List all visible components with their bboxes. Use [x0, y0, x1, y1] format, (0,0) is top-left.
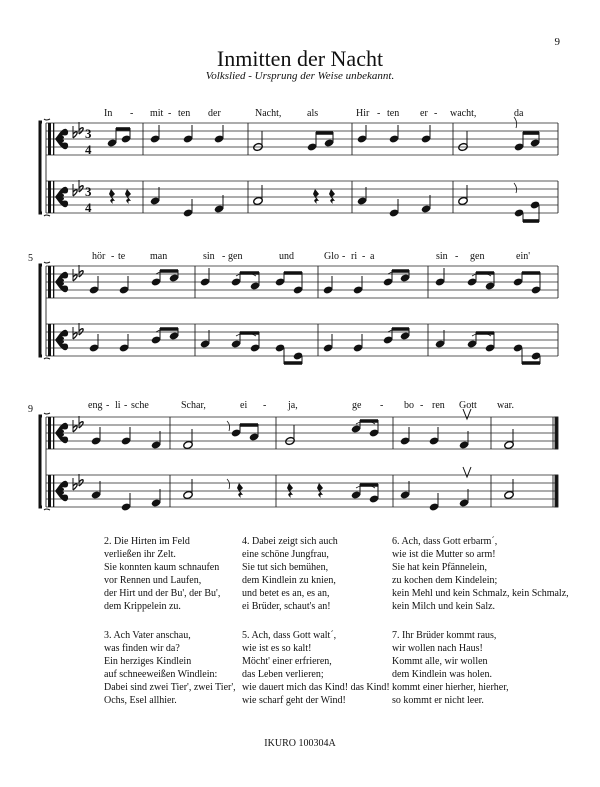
barlines: [46, 123, 558, 213]
verse-line: dem Kindlein was holen.: [392, 669, 492, 680]
system-2: [28, 253, 558, 364]
system-3: [28, 404, 558, 512]
verse-column-1: [104, 535, 236, 723]
flat-icon: [73, 126, 77, 138]
system-bracket: [40, 122, 42, 213]
verse-4: [242, 535, 390, 613]
verse-line: 7. Ihr Brüder kommt raus,: [392, 630, 497, 641]
verse-line: eine schöne Jungfrau,: [242, 549, 329, 560]
lyric-syllable: sin: [203, 251, 215, 262]
lyric-syllable: Nacht,: [255, 108, 282, 119]
lyric-hyphen: -: [130, 108, 134, 119]
verse-6: [392, 535, 569, 613]
lyric-syllable: bo: [404, 400, 414, 411]
lyric-syllable: ten: [387, 108, 400, 119]
flat-icon: [79, 122, 83, 134]
notes-lower: [91, 467, 514, 512]
verse-line: und betet es an, es an,: [242, 588, 330, 599]
song-title: Inmitten der Nacht: [216, 46, 384, 71]
verse-line: verließen ihr Zelt.: [104, 549, 176, 560]
time-signature: 3: [85, 184, 92, 199]
time-signature: 4: [85, 200, 92, 215]
verse-line: wie ist es so kalt!: [242, 643, 312, 654]
flat-icon: [79, 180, 83, 192]
lyric-hyphen: -: [111, 251, 115, 262]
accent-icon: [463, 409, 471, 419]
verse-line: Möcht' einer erfrieren,: [242, 656, 332, 667]
lyric-syllable: ei: [240, 400, 248, 411]
verse-line: wir wollen nach Haus!: [392, 643, 483, 654]
verse-line: wie ist die Mutter so arm!: [392, 549, 496, 560]
lyric-syllable: wacht,: [450, 108, 477, 119]
song-subtitle: Volkslied - Ursprung der Weise unbekannt.: [205, 70, 395, 82]
verse-line: das Leben verlieren;: [242, 669, 324, 680]
lyric-syllable: In: [104, 108, 113, 119]
verse-line: kein Mehl und kein Schmalz, kein Schmalz,: [392, 588, 569, 599]
verse-2: [104, 535, 236, 613]
lyric-hyphen: -: [434, 108, 438, 119]
verse-line: kommt einer hierher, hierher,: [392, 682, 509, 693]
verse-line: dem Krippelein zu.: [104, 601, 181, 612]
verse-line: dem Kindlein zu knien,: [242, 575, 336, 586]
lyric-syllable: mit: [150, 108, 164, 119]
lyric-hyphen: -: [377, 108, 381, 119]
lyric-hyphen: -: [420, 400, 424, 411]
verse-line: 4. Dabei zeigt sich auch: [242, 536, 338, 547]
lyric-hyphen: -: [380, 400, 384, 411]
verse-line: wie dauert mich das Kind! das Kind!: [242, 682, 390, 693]
notes-lower: [89, 328, 541, 364]
lyric-syllable: a: [370, 251, 375, 262]
page-number: 9: [554, 36, 560, 48]
lyric-syllable: gen: [228, 251, 243, 262]
measure-number: 9: [28, 404, 33, 415]
verse-line: Ochs, Esel allhier.: [104, 695, 177, 706]
verse-line: kein Milch und kein Salz.: [392, 601, 496, 612]
flat-icon: [73, 184, 77, 196]
verse-line: ei Brüder, schaut's an!: [242, 601, 331, 612]
verse-line: der Hirt und der Bu', der Bu',: [104, 588, 221, 599]
lyric-syllable: und: [279, 251, 294, 262]
time-signature: 3: [85, 126, 92, 141]
verse-7: [392, 629, 569, 707]
lyric-hyphen: -: [124, 400, 128, 411]
lyric-hyphen: -: [106, 400, 110, 411]
verse-5: [242, 629, 390, 707]
lyric-hyphen: -: [168, 108, 172, 119]
accent-icon: [463, 467, 471, 477]
verse-line: wie scharf geht der Wind!: [242, 695, 346, 706]
verse-line: Sie hat kein Pfännelein,: [392, 562, 487, 573]
verse-line: 2. Die Hirten im Feld: [104, 536, 190, 547]
verse-line: Sie tut sich bemühen,: [242, 562, 329, 573]
lyric-syllable: Gott: [459, 400, 477, 411]
lyric-syllable: li: [115, 400, 121, 411]
lyric-syllable: Schar,: [181, 400, 206, 411]
lyric-syllable: als: [307, 108, 319, 119]
lyric-syllable: hör: [92, 251, 106, 262]
verse-line: vor Rennen und Laufen,: [104, 575, 202, 586]
notes-upper: [91, 409, 514, 450]
lyric-syllable: gen: [470, 251, 485, 262]
system-1: [40, 117, 558, 222]
lyric-syllable: ri: [351, 251, 358, 262]
verse-line: so kommt er nicht leer.: [392, 695, 484, 706]
lyric-syllable: te: [118, 251, 126, 262]
lyric-hyphen: -: [222, 251, 226, 262]
verse-line: 3. Ach Vater anschau,: [104, 630, 191, 641]
breath-mark: [514, 117, 517, 128]
notes-upper: [107, 117, 540, 152]
lyric-syllable: ten: [178, 108, 191, 119]
verse-line: Dabei sind zwei Tier', zwei Tier',: [104, 682, 236, 693]
verse-column-3: [392, 535, 569, 723]
lyric-syllable: er: [420, 108, 428, 119]
lyric-syllable: da: [514, 108, 524, 119]
catalog-number: IKURO 100304A: [264, 738, 336, 749]
lyric-syllable: Glo: [324, 251, 339, 262]
lyric-syllable: ja,: [288, 400, 298, 411]
verse-line: auf schneeweißen Windlein:: [104, 669, 218, 680]
lyric-syllable: ein': [516, 251, 531, 262]
time-signature: 4: [85, 142, 92, 157]
staff-lower: [46, 181, 558, 213]
lyric-syllable: sche: [131, 400, 149, 411]
verse-line: zu kochen dem Kindelein;: [392, 575, 498, 586]
lyric-syllable: ge: [352, 400, 362, 411]
lyric-hyphen: -: [362, 251, 366, 262]
verse-line: Kommt alle, wir wollen: [392, 656, 488, 667]
verse-line: was finden wir da?: [104, 643, 180, 654]
lyric-hyphen: -: [263, 400, 267, 411]
lyric-syllable: Hir: [356, 108, 370, 119]
lyric-hyphen: -: [342, 251, 346, 262]
lyric-hyphen: -: [455, 251, 459, 262]
notes-upper: [89, 268, 541, 295]
verse-line: Ein herziges Kindlein: [104, 656, 192, 667]
verse-line: Sie konnten kaum schnaufen: [104, 562, 220, 573]
lyric-syllable: ren: [432, 400, 445, 411]
verse-3: [104, 629, 236, 707]
verse-line: 5. Ach, dass Gott walt´,: [242, 630, 337, 641]
measure-number: 5: [28, 253, 33, 264]
verse-line: 6. Ach, dass Gott erbarm´,: [392, 536, 498, 547]
lyric-syllable: man: [150, 251, 168, 262]
verse-column-2: [242, 535, 390, 723]
lyric-syllable: sin: [436, 251, 448, 262]
lyric-syllable: der: [208, 108, 221, 119]
lyric-syllable: war.: [497, 400, 514, 411]
lyric-syllable: eng: [88, 400, 103, 411]
